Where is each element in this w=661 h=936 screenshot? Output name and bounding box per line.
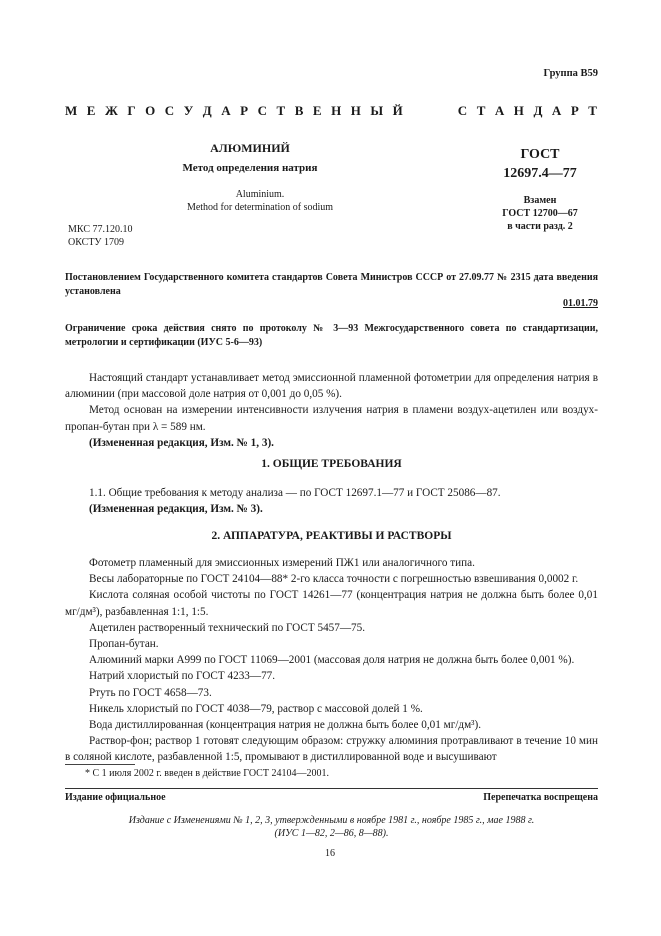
banner-letter: А: [221, 103, 231, 118]
validity-limit-text: Ограничение срока действия снято по протоколу № 3—93 Межгосударственного совета по стандартизации, метрологии и сертификации (ИУС 5-6—93): [65, 323, 598, 348]
method-title-ru: Метод определения натрия: [182, 162, 318, 174]
replace-line-2: ГОСТ 12700—67: [502, 208, 578, 219]
replace-line-1: Взамен: [523, 195, 557, 206]
banner-letter: М: [65, 103, 78, 118]
standard-title-ru: АЛЮМИНИЙ: [210, 141, 290, 155]
decree-text: Постановлением Государственного комитета стандартов Совета Министров СССР от 27.09.77 № 2315 дата введения установлена: [65, 272, 598, 297]
section-1-body: [65, 485, 598, 517]
section-2-heading: 2. АППАРАТУРА, РЕАКТИВЫ И РАСТВОРЫ: [211, 530, 452, 542]
footnote-divider: [65, 764, 135, 765]
banner-letter: С: [257, 103, 267, 118]
intro-paragraph-2: Метод основан на измерении интенсивности излучения натрия в пламени воздух-ацетилен или воздух-пропан-бутан при λ = 589 нм.: [65, 404, 598, 433]
official-edition-label: Издание официальное: [65, 792, 166, 803]
banner-letter: Д: [202, 103, 212, 118]
group-code: Группа В59: [543, 68, 598, 79]
banner-gap: [412, 103, 448, 119]
section-2-item: Вода дистиллированная (концентрация натрия не должна быть более 0,01 мг/дм³).: [89, 719, 482, 732]
banner-letter: Н: [350, 103, 361, 118]
interstate-standard-banner: [65, 103, 597, 119]
banner-letter: Н: [331, 103, 342, 118]
section-2-item: Ртуть по ГОСТ 4658—73.: [89, 686, 212, 699]
banner-letter: Ы: [370, 103, 384, 118]
banner-letter: С: [457, 103, 468, 118]
section-2-item: Пропан-бутан.: [89, 638, 159, 651]
section-2-item: Весы лабораторные по ГОСТ 24104—88* 2-го класса точности с погрешностью взвешивания 0,0002 г.: [89, 573, 579, 586]
footer-divider: [65, 788, 598, 789]
banner-letter: Й: [392, 103, 403, 118]
section-2-item: Кислота соляная особой чистоты по ГОСТ 14261—77 (концентрация натрия не должна быть более 0,01 мг/дм³), разбавленная 1:1, 1:5.: [65, 589, 598, 618]
section-2-body: [65, 555, 598, 766]
section-1-paragraph: 1.1. Общие требования к методу анализа — по ГОСТ 12697.1—77 и ГОСТ 25086—87.: [89, 487, 501, 499]
banner-letter: О: [145, 103, 156, 118]
section-2-item: Фотометр пламенный для эмиссионных измерений ПЖ1 или аналогичного типа.: [89, 557, 475, 569]
section-1-heading: 1. ОБЩИЕ ТРЕБОВАНИЯ: [261, 458, 402, 470]
banner-letter: Ж: [104, 103, 118, 118]
edition-note: [65, 814, 598, 840]
banner-letter: Т: [588, 103, 597, 118]
edition-line-2: (ИУС 1—82, 2—86, 8—88).: [274, 828, 389, 839]
section-2-item: Никель хлористый по ГОСТ 4038—79, раствор с массовой долей 1 %.: [89, 702, 423, 715]
banner-letter: Н: [513, 103, 524, 118]
title-en-line-2: Method for determination of sodium: [186, 202, 334, 213]
banner-letter: А: [551, 103, 562, 118]
section-2-item: Натрий хлористый по ГОСТ 4233—77.: [89, 670, 276, 683]
mks-code: МКС 77.120.10: [68, 224, 133, 235]
intro-section: [65, 370, 598, 451]
okstu-code: ОКСТУ 1709: [68, 237, 125, 248]
intro-amendment-note: (Измененная редакция, Изм. № 1, 3).: [89, 436, 274, 449]
banner-letter: Д: [533, 103, 543, 118]
introduction-date: 01.01.79: [563, 298, 598, 309]
section-2-item: Алюминий марки А999 по ГОСТ 11069—2001 (массовая доля натрия не должна быть более 0,001 %).: [89, 654, 575, 667]
title-en-line-1: Aluminium.: [235, 189, 285, 200]
banner-letter: Р: [570, 103, 579, 118]
banner-letter: А: [494, 103, 505, 118]
page-number: 16: [325, 848, 335, 859]
section-2-item: Ацетилен растворенный технический по ГОСТ 5457—75.: [89, 621, 366, 634]
banner-letter: В: [294, 103, 304, 118]
reprint-prohibited-label: Перепечатка воспрещена: [483, 792, 598, 803]
footnote: * С 1 июля 2002 г. введен в действие ГОСТ 24104—2001.: [85, 768, 329, 779]
banner-letter: С: [164, 103, 175, 118]
gost-number: 12697.4—77: [503, 166, 577, 181]
section-2-item: Раствор-фон; раствор 1 готовят следующим образом: стружку алюминия протравливают в течение 10 мин в соляной кислоте, разбавленной 1:5, промывают в дистиллированной воде и высушивают: [65, 735, 598, 764]
edition-line-1: Издание с Изменениями № 1, 2, 3, утвержденными в ноябре 1981 г., ноябре 1985 г., мае 1988 г.: [128, 815, 535, 826]
gost-label: ГОСТ: [520, 147, 560, 162]
banner-letter: Е: [86, 103, 96, 118]
banner-letter: Е: [312, 103, 322, 118]
intro-paragraph-1: Настоящий стандарт устанавливает метод эмиссионной пламенной фотометрии для определения натрия в алюминии (при массовой доле натрия от 0,001 до 0,05 %).: [65, 372, 598, 401]
section-1-amendment-note: (Измененная редакция, Изм. № 3).: [89, 503, 263, 516]
standard-title-en: [150, 188, 370, 214]
classification-codes: [68, 223, 132, 249]
banner-letter: Р: [240, 103, 249, 118]
replaces-block: [470, 194, 610, 233]
banner-letter: Т: [476, 103, 486, 118]
banner-letter: У: [183, 103, 194, 118]
banner-letter: Т: [276, 103, 286, 118]
replace-line-3: в части разд. 2: [507, 221, 573, 232]
banner-letter: Г: [127, 103, 136, 118]
